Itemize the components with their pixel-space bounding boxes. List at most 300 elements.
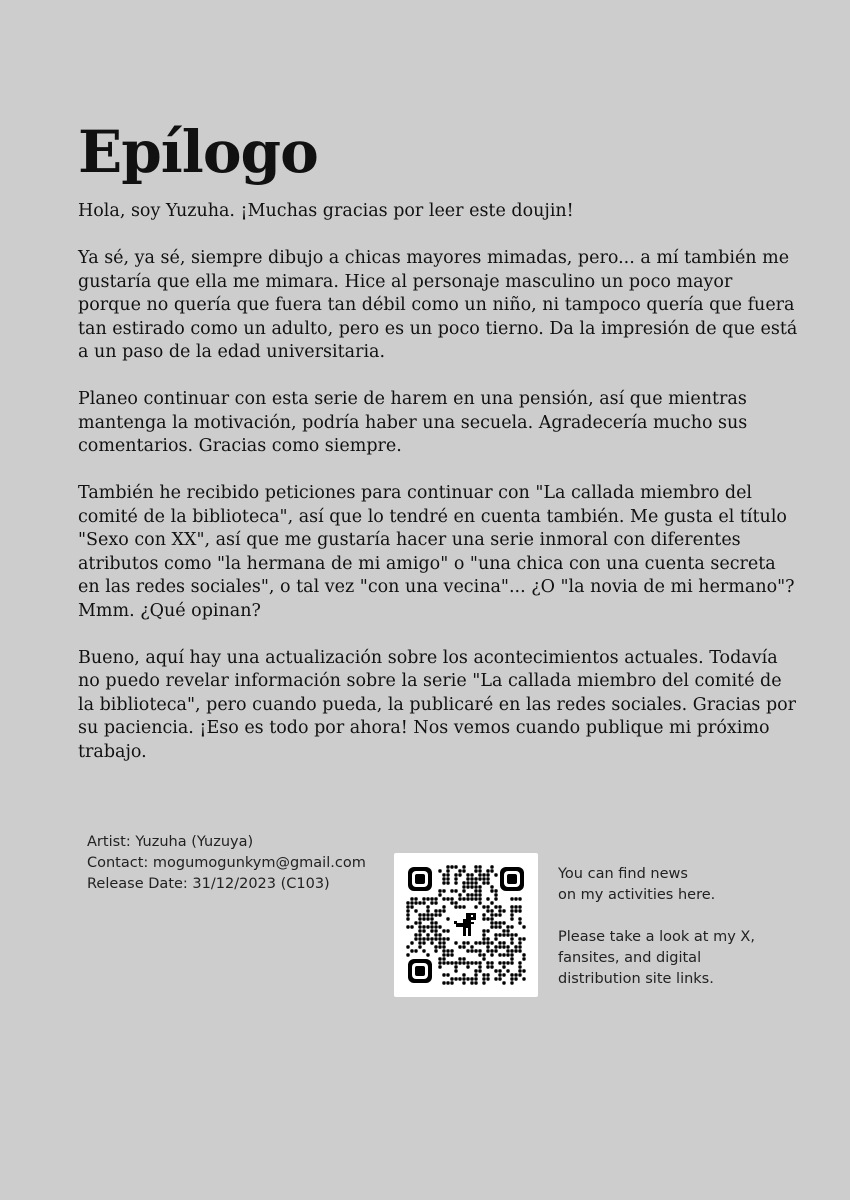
qr-module: [494, 945, 497, 948]
qr-module: [418, 913, 421, 916]
qr-module: [422, 929, 425, 932]
qr-module: [510, 925, 513, 928]
qr-module: [442, 929, 445, 932]
qr-module: [514, 977, 517, 980]
qr-code-image: [406, 865, 526, 985]
qr-module: [446, 877, 449, 880]
qr-module: [438, 893, 441, 896]
qr-module: [438, 889, 441, 892]
qr-module: [482, 873, 485, 876]
qr-module: [442, 941, 445, 944]
paragraph-greeting: Hola, soy Yuzuha. ¡Muchas gracias por leer este doujin!: [78, 201, 574, 221]
qr-module: [486, 941, 489, 944]
qr-module: [474, 973, 477, 976]
qr-module: [414, 897, 417, 900]
qr-module: [454, 965, 457, 968]
qr-module: [406, 945, 409, 948]
qr-module: [442, 957, 445, 960]
qr-module: [438, 957, 441, 960]
qr-module: [486, 937, 489, 940]
qr-module: [486, 905, 489, 908]
qr-module: [478, 865, 481, 868]
qr-module: [482, 977, 485, 980]
artist-line: Artist: Yuzuha (Yuzuya): [87, 834, 254, 850]
qr-module: [478, 893, 481, 896]
qr-module: [498, 969, 501, 972]
qr-module: [490, 925, 493, 928]
qr-module: [458, 961, 461, 964]
qr-module: [442, 953, 445, 956]
qr-module: [470, 981, 473, 984]
qr-finder-top-right: [500, 867, 524, 891]
qr-module: [518, 965, 521, 968]
links-line-3: distribution site links.: [558, 971, 714, 987]
qr-module: [498, 941, 501, 944]
qr-module: [418, 933, 421, 936]
links-line-1: Please take a look at my X,: [558, 929, 755, 945]
qr-module: [474, 905, 477, 908]
qr-module: [446, 961, 449, 964]
qr-module: [474, 897, 477, 900]
qr-module: [490, 913, 493, 916]
qr-module: [494, 925, 497, 928]
qr-module: [494, 913, 497, 916]
qr-module: [478, 869, 481, 872]
qr-module: [482, 917, 485, 920]
qr-module: [498, 961, 501, 964]
qr-module: [522, 957, 525, 960]
qr-module: [514, 945, 517, 948]
qr-module: [510, 909, 513, 912]
qr-module: [470, 893, 473, 896]
qr-module: [470, 897, 473, 900]
qr-module: [430, 929, 433, 932]
qr-module: [434, 933, 437, 936]
qr-module: [458, 945, 461, 948]
qr-module: [494, 933, 497, 936]
qr-module: [446, 869, 449, 872]
qr-module: [458, 957, 461, 960]
qr-module: [478, 877, 481, 880]
qr-module: [490, 889, 493, 892]
qr-module: [446, 953, 449, 956]
qr-module: [470, 945, 473, 948]
qr-module: [462, 865, 465, 868]
qr-module: [430, 917, 433, 920]
qr-module: [454, 889, 457, 892]
page-title: Epílogo: [78, 118, 318, 186]
qr-module: [498, 973, 501, 976]
qr-module: [498, 977, 501, 980]
qr-module: [406, 909, 409, 912]
qr-module: [426, 917, 429, 920]
qr-module: [442, 881, 445, 884]
qr-module: [438, 933, 441, 936]
qr-module: [422, 937, 425, 940]
qr-module: [478, 965, 481, 968]
qr-module: [482, 905, 485, 908]
qr-module: [522, 977, 525, 980]
qr-module: [478, 941, 481, 944]
qr-module: [518, 949, 521, 952]
qr-module: [502, 909, 505, 912]
qr-module: [462, 897, 465, 900]
qr-module: [494, 969, 497, 972]
qr-module: [486, 929, 489, 932]
qr-module: [514, 897, 517, 900]
qr-module: [442, 961, 445, 964]
qr-module: [430, 913, 433, 916]
qr-module: [502, 973, 505, 976]
qr-module: [518, 941, 521, 944]
qr-module: [406, 901, 409, 904]
qr-module: [506, 949, 509, 952]
qr-module: [486, 917, 489, 920]
qr-module: [450, 949, 453, 952]
qr-module: [446, 917, 449, 920]
qr-module: [498, 913, 501, 916]
qr-module: [490, 941, 493, 944]
qr-module: [454, 941, 457, 944]
qr-module: [482, 881, 485, 884]
qr-module: [438, 925, 441, 928]
qr-module: [430, 925, 433, 928]
qr-module: [454, 877, 457, 880]
qr-module: [406, 917, 409, 920]
qr-module: [502, 941, 505, 944]
qr-module: [446, 881, 449, 884]
qr-module: [454, 905, 457, 908]
qr-module: [466, 977, 469, 980]
qr-module: [486, 909, 489, 912]
qr-module: [438, 965, 441, 968]
qr-module: [406, 925, 409, 928]
qr-module: [510, 977, 513, 980]
qr-module: [494, 977, 497, 980]
qr-module: [462, 881, 465, 884]
qr-module: [446, 973, 449, 976]
qr-module: [434, 897, 437, 900]
qr-module: [466, 873, 469, 876]
qr-module: [482, 953, 485, 956]
qr-module: [490, 865, 493, 868]
qr-module: [486, 965, 489, 968]
qr-module: [510, 973, 513, 976]
qr-module: [478, 953, 481, 956]
news-line-1: You can find news: [558, 866, 688, 882]
qr-module: [514, 933, 517, 936]
qr-module: [490, 921, 493, 924]
qr-module: [474, 893, 477, 896]
qr-module: [482, 929, 485, 932]
qr-module: [490, 953, 493, 956]
qr-module: [470, 949, 473, 952]
qr-module: [474, 941, 477, 944]
qr-module: [510, 957, 513, 960]
qr-module: [486, 961, 489, 964]
qr-module: [522, 953, 525, 956]
qr-code[interactable]: [394, 853, 538, 997]
qr-module: [474, 881, 477, 884]
qr-module: [470, 877, 473, 880]
qr-module: [506, 929, 509, 932]
qr-module: [430, 897, 433, 900]
qr-module: [498, 945, 501, 948]
qr-module: [510, 941, 513, 944]
qr-module: [418, 901, 421, 904]
qr-module: [506, 945, 509, 948]
qr-module: [462, 869, 465, 872]
credits-block: [87, 832, 366, 895]
qr-module: [478, 873, 481, 876]
qr-module: [446, 897, 449, 900]
qr-module: [486, 869, 489, 872]
qr-module: [498, 905, 501, 908]
qr-module: [438, 937, 441, 940]
qr-module: [410, 941, 413, 944]
qr-module: [510, 913, 513, 916]
qr-module: [514, 905, 517, 908]
qr-module: [462, 885, 465, 888]
qr-module: [410, 925, 413, 928]
qr-module: [450, 977, 453, 980]
qr-module: [422, 949, 425, 952]
qr-module: [438, 869, 441, 872]
qr-module: [482, 913, 485, 916]
qr-module: [522, 937, 525, 940]
qr-module: [498, 933, 501, 936]
qr-module: [486, 945, 489, 948]
qr-module: [422, 917, 425, 920]
qr-module: [446, 981, 449, 984]
qr-module: [474, 865, 477, 868]
qr-module: [434, 937, 437, 940]
qr-module: [430, 921, 433, 924]
qr-module: [498, 921, 501, 924]
qr-module: [442, 945, 445, 948]
qr-module: [466, 965, 469, 968]
qr-module: [474, 969, 477, 972]
qr-module: [474, 877, 477, 880]
qr-module: [454, 865, 457, 868]
qr-module: [430, 941, 433, 944]
qr-module: [406, 905, 409, 908]
qr-module: [518, 921, 521, 924]
qr-module: [462, 905, 465, 908]
qr-module: [410, 901, 413, 904]
qr-module: [494, 937, 497, 940]
qr-module: [474, 981, 477, 984]
qr-module: [518, 945, 521, 948]
qr-module: [450, 981, 453, 984]
qr-module: [442, 873, 445, 876]
qr-module: [466, 881, 469, 884]
news-line-2: on my activities here.: [558, 887, 716, 903]
qr-module: [518, 905, 521, 908]
qr-module: [442, 897, 445, 900]
paragraph-requests: También he recibido peticiones para continuar con "La callada miembro del comité de la biblioteca", así que lo tendré en cuenta también. Me gusta el título "Sexo con XX", así que me gustaría hacer una serie inmoral con diferentes atributos como "la hermana de mi amigo" o "una chica con una cuenta secreta en las redes sociales", o tal vez "con una vecina"... ¿O "la novia de mi hermano"? Mmm. ¿Qué opinan?: [78, 483, 795, 621]
qr-module: [482, 941, 485, 944]
qr-module: [510, 937, 513, 940]
qr-module: [474, 961, 477, 964]
qr-module: [450, 865, 453, 868]
qr-module: [510, 953, 513, 956]
qr-module: [482, 973, 485, 976]
qr-module: [458, 893, 461, 896]
qr-module: [490, 961, 493, 964]
qr-module: [426, 925, 429, 928]
qr-module: [438, 961, 441, 964]
qr-module: [466, 961, 469, 964]
qr-module: [466, 897, 469, 900]
qr-module: [466, 949, 469, 952]
qr-module: [458, 897, 461, 900]
qr-module: [494, 949, 497, 952]
qr-module: [470, 961, 473, 964]
qr-module: [462, 981, 465, 984]
qr-module: [414, 937, 417, 940]
qr-module: [474, 949, 477, 952]
qr-module: [434, 909, 437, 912]
qr-module: [406, 913, 409, 916]
qr-module: [462, 889, 465, 892]
qr-module: [462, 977, 465, 980]
qr-module: [490, 909, 493, 912]
qr-module: [486, 877, 489, 880]
qr-module: [478, 901, 481, 904]
qr-module: [454, 873, 457, 876]
qr-module: [506, 953, 509, 956]
qr-module: [482, 933, 485, 936]
qr-module: [462, 941, 465, 944]
qr-module: [494, 905, 497, 908]
qr-module: [502, 921, 505, 924]
qr-module: [474, 885, 477, 888]
epilogue-body: [78, 200, 798, 788]
qr-module: [446, 949, 449, 952]
qr-module: [470, 885, 473, 888]
qr-module: [418, 925, 421, 928]
qr-module: [490, 885, 493, 888]
contact-line: Contact: mogumogunkym@gmail.com: [87, 855, 366, 871]
qr-module: [422, 901, 425, 904]
qr-module: [498, 909, 501, 912]
qr-module: [406, 953, 409, 956]
qr-module: [434, 901, 437, 904]
qr-module: [462, 957, 465, 960]
qr-module: [454, 881, 457, 884]
qr-module: [410, 905, 413, 908]
qr-module: [466, 885, 469, 888]
qr-module: [446, 929, 449, 932]
qr-module: [470, 881, 473, 884]
qr-module: [422, 913, 425, 916]
qr-module: [514, 909, 517, 912]
qr-module: [418, 937, 421, 940]
qr-module: [446, 873, 449, 876]
qr-module: [446, 937, 449, 940]
qr-module: [490, 949, 493, 952]
qr-module: [486, 973, 489, 976]
qr-module: [466, 877, 469, 880]
qr-module: [518, 973, 521, 976]
qr-module: [430, 901, 433, 904]
qr-module: [438, 945, 441, 948]
qr-module: [414, 901, 417, 904]
qr-module: [478, 889, 481, 892]
qr-module: [478, 961, 481, 964]
qr-module: [414, 949, 417, 952]
qr-module: [486, 949, 489, 952]
qr-module: [486, 881, 489, 884]
qr-module: [426, 953, 429, 956]
qr-module: [470, 873, 473, 876]
qr-module: [486, 873, 489, 876]
qr-module: [454, 969, 457, 972]
qr-module: [462, 961, 465, 964]
qr-module: [450, 961, 453, 964]
qr-module: [482, 957, 485, 960]
qr-module: [426, 909, 429, 912]
qr-module: [426, 937, 429, 940]
qr-module: [442, 937, 445, 940]
qr-module: [514, 949, 517, 952]
qr-module: [510, 933, 513, 936]
qr-module: [438, 941, 441, 944]
qr-module: [494, 873, 497, 876]
qr-module: [458, 905, 461, 908]
qr-module: [518, 961, 521, 964]
qr-module: [434, 929, 437, 932]
qr-module: [482, 981, 485, 984]
qr-module: [458, 873, 461, 876]
qr-module: [442, 909, 445, 912]
qr-module: [502, 929, 505, 932]
news-info: [558, 864, 798, 990]
qr-module: [478, 885, 481, 888]
qr-module: [442, 905, 445, 908]
qr-module: [438, 913, 441, 916]
qr-module: [510, 905, 513, 908]
qr-module: [446, 865, 449, 868]
qr-module: [490, 901, 493, 904]
qr-module: [502, 965, 505, 968]
qr-finder-bottom-left: [408, 959, 432, 983]
qr-module: [502, 945, 505, 948]
qr-module: [442, 889, 445, 892]
qr-module: [458, 869, 461, 872]
qr-module: [430, 937, 433, 940]
qr-module: [506, 969, 509, 972]
qr-module: [418, 929, 421, 932]
qr-module: [482, 937, 485, 940]
qr-module: [490, 917, 493, 920]
qr-module: [510, 981, 513, 984]
paragraph-update: Bueno, aquí hay una actualización sobre los acontecimientos actuales. Todavía no puedo revelar información sobre la serie "La callada miembro del comité de la biblioteca", pero cuando pueda, la publicaré en las redes sociales. Gracias por su paciencia. ¡Eso es todo por ahora! Nos vemos cuando publique mi próximo trabajo.: [78, 647, 797, 762]
qr-module: [518, 937, 521, 940]
qr-module: [510, 949, 513, 952]
qr-module: [494, 897, 497, 900]
paragraph-series-plan: Planeo continuar con esta serie de harem en una pensión, así que mientras mantenga la motivación, podría haber una secuela. Agradecería mucho sus comentarios. Gracias como siempre.: [78, 389, 748, 456]
qr-module: [418, 921, 421, 924]
qr-module: [422, 925, 425, 928]
qr-module: [478, 949, 481, 952]
qr-module: [502, 981, 505, 984]
qr-module: [474, 869, 477, 872]
qr-module: [414, 921, 417, 924]
qr-module: [514, 973, 517, 976]
qr-module: [438, 909, 441, 912]
